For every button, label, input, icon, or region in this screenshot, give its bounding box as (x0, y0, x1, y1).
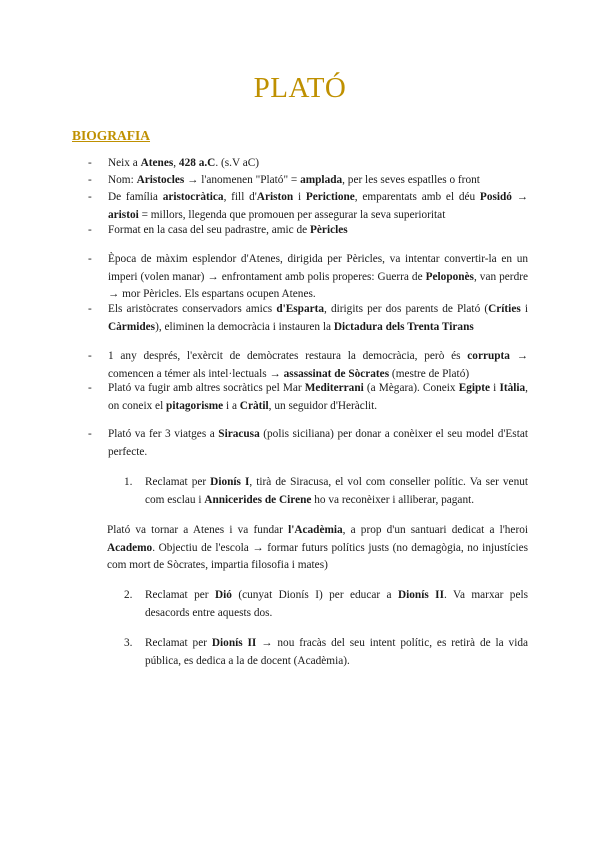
bold-text: Dió (214, 589, 232, 601)
bold-text: Críties (488, 303, 521, 315)
bold-text: Aristocles (136, 174, 185, 186)
text-run: Època de màxim esplendor d'Atenes, dirigida per Pèricles, va intentar convertir-la en un imperi (volen manar) → enfrontament amb polis properes: Guerra de (108, 253, 528, 283)
bold-text: 428 a.C (178, 157, 216, 169)
bullet-text (108, 189, 528, 224)
bullet-text (108, 172, 528, 190)
text-run: i (490, 382, 500, 394)
text-run: , tirà de Siracusa, el vol com conseller polític. Va ser venut com esclau i (145, 476, 528, 506)
bullet-dash: - (88, 382, 92, 394)
bullet-dash: - (88, 253, 92, 265)
text-run: , dirigits per dos parents de Plató ( (324, 303, 489, 315)
text-run: , fill d' (223, 191, 257, 203)
text-run: , un seguidor d'Heràclit. (268, 399, 378, 412)
bold-text: amplada (300, 174, 343, 186)
bold-text: Atenes (140, 157, 174, 169)
bullet-dash: - (88, 350, 92, 362)
item-number: 1. (124, 476, 133, 488)
bold-text: Cràtil (239, 399, 269, 412)
bullet-text (108, 380, 528, 415)
text-run: i (520, 303, 528, 315)
bold-text: Dionís I (210, 476, 250, 488)
text-run: → (511, 191, 528, 203)
text-run: (polis siciliana) per donar a conèixer el seu model d'Estat perfecte. (108, 428, 528, 458)
text-run: Els aristòcrates conservadors amics (108, 303, 277, 315)
bold-text: Academo (107, 541, 153, 554)
bold-text: Perictione (305, 191, 355, 203)
text-run: , a prop d'un santuari dedicat a l'heroi (342, 524, 528, 536)
text-run: Nom: (108, 174, 137, 186)
text-run: 1 any després, l'exèrcit de demòcrates restaura la democràcia, però és (108, 350, 468, 362)
bullet-text (108, 222, 528, 240)
text-run: i a (223, 399, 240, 412)
bold-text: Peloponès (425, 270, 474, 283)
text-run: i (293, 191, 306, 203)
bold-text: Posidó (479, 191, 512, 203)
bullet-dash: - (88, 303, 92, 315)
numbered-text (145, 587, 528, 622)
text-run: Neix a (108, 157, 141, 169)
bullet-text (108, 348, 528, 383)
text-run: Reclamat per (145, 589, 215, 601)
bold-text: Egipte (458, 382, 491, 394)
text-run: ho va reconèixer i alliberar, pagant. (311, 493, 475, 506)
bold-text: aristoi (108, 208, 139, 221)
numbered-text (145, 474, 528, 509)
bullet-text (108, 426, 528, 461)
text-run: . Objectiu de l'escola → formar futurs polítics justs (no demagògia, no injustícies com mort de Sòcrates, impartia filosofia i mates) (107, 541, 528, 572)
bold-text: Itàlia (499, 382, 526, 394)
bullet-dash: - (88, 428, 92, 440)
bold-text: aristocràtica (162, 191, 224, 203)
text-run: , (173, 157, 179, 169)
bullet-text (108, 155, 528, 173)
text-run: , emparentats amb el déu (354, 191, 480, 203)
bold-text: l'Acadèmia (288, 524, 343, 536)
text-run: ), eliminen la democràcia i instauren la (155, 320, 334, 333)
bullet-text (108, 301, 528, 336)
text-run: . (s.V aC) (215, 157, 260, 169)
bold-text: Mediterrani (304, 382, 364, 394)
bullet-dash: - (88, 157, 92, 169)
bold-text: Siracusa (218, 428, 260, 440)
page-title: PLATÓ (253, 72, 347, 104)
text-run: De família (108, 191, 163, 203)
text-run: Plató va fer 3 viatges a (108, 428, 219, 440)
bold-text: corrupta (467, 350, 510, 362)
text-run: , per les seves espatlles o front (342, 174, 480, 186)
bold-text: assassinat de Sòcrates (283, 367, 390, 380)
text-run: → l'anomenen "Plató" = (184, 174, 301, 186)
bullet-dash: - (88, 224, 92, 236)
text-run: Format en la casa del seu padrastre, amic de (108, 224, 311, 236)
text-run: . Va marxar pels desacords entre aquests dos. (145, 589, 528, 619)
text-run: (cunyat Dionís I) per educar a (231, 589, 398, 601)
text-run: Plató va tornar a Atenes i va fundar (107, 524, 289, 536)
bold-text: Pèricles (310, 224, 348, 236)
text-run: → nou fracàs del seu intent polític, es retirà de la vida pública, es dedica a la de docent (Acadèmia). (145, 637, 528, 667)
bold-text: pitagorisme (166, 399, 224, 412)
item-number: 2. (124, 589, 133, 601)
item-number: 3. (124, 637, 133, 649)
text-run: , van perdre → mor Pèricles. Els espartans ocupen Atenes. (108, 270, 528, 301)
text-run: Plató va fugir amb altres socràtics pel Mar (108, 382, 305, 394)
section-heading-biografia: BIOGRAFIA (72, 128, 151, 143)
academia-paragraph (107, 522, 528, 575)
text-run: Reclamat per (145, 476, 211, 488)
text-run: = millors, llegenda que promouen per assegurar la seva superioritat (138, 208, 446, 221)
text-run: (mestre de Plató) (389, 367, 470, 380)
bold-text: Annicerides de Cirene (204, 493, 312, 506)
bullet-dash: - (88, 191, 92, 203)
bold-text: Ariston (256, 191, 294, 203)
bold-text: Càrmides (108, 320, 156, 333)
text-run: → comencen a témer als intel·lectuals → (108, 350, 529, 380)
bold-text: d'Esparta (276, 303, 325, 315)
bullet-text (108, 251, 528, 304)
bold-text: Dionís II (397, 589, 444, 601)
bold-text: Dictadura dels Trenta Tirans (333, 320, 474, 333)
text-run: (a Mègara). Coneix (363, 382, 459, 394)
bullet-dash: - (88, 174, 92, 186)
numbered-text (145, 635, 528, 670)
text-run: , on coneix el (108, 382, 528, 412)
text-run: Reclamat per (145, 637, 212, 649)
bold-text: Dionís II (211, 637, 257, 649)
